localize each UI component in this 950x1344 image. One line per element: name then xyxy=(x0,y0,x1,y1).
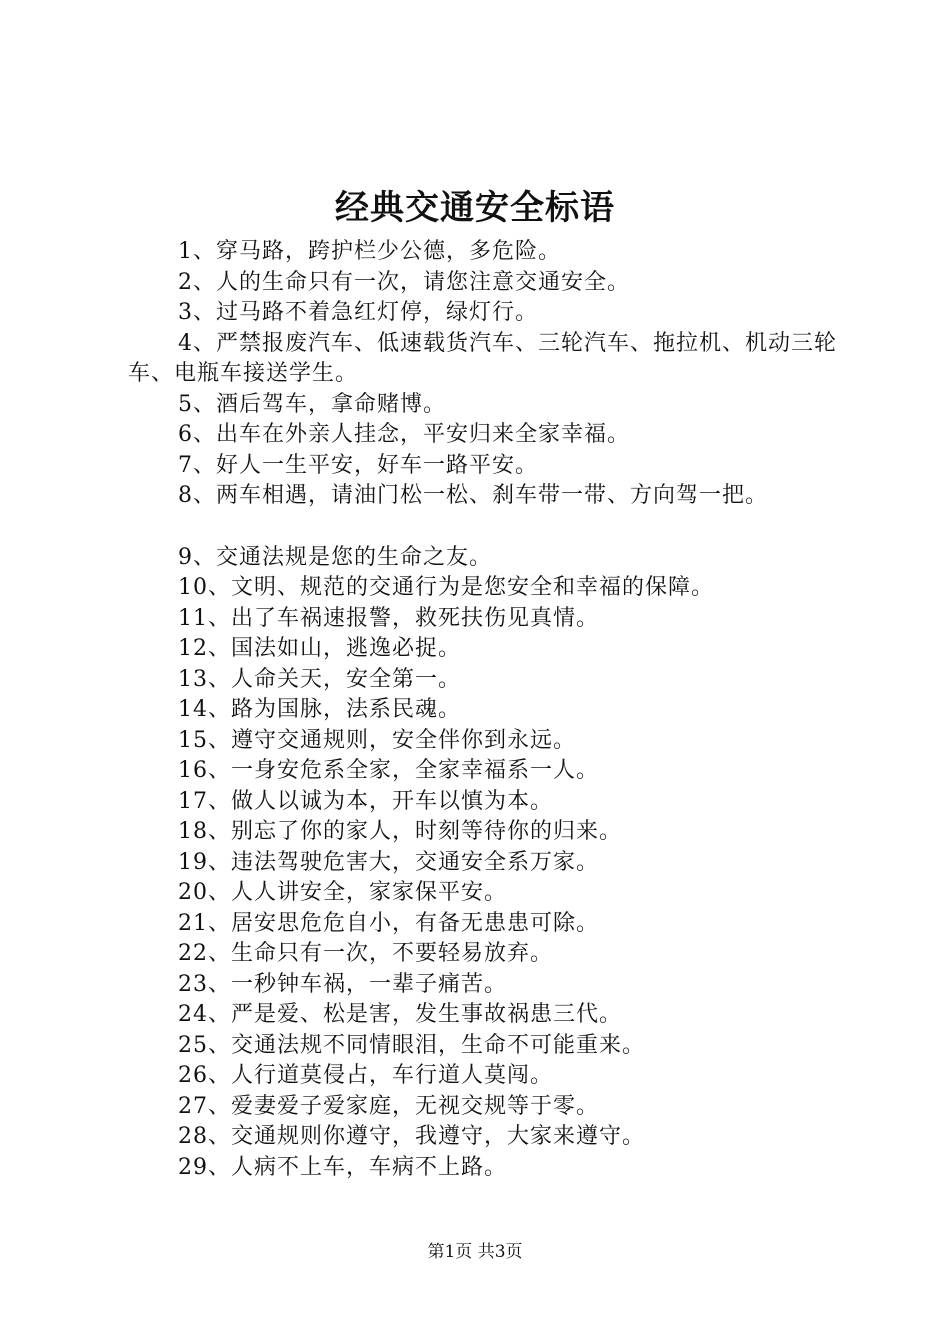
list-item: 6、出车在外亲人挂念，平安归来全家幸福。 xyxy=(178,422,630,447)
list-item: 29、人病不上车，车病不上路。 xyxy=(178,1154,507,1180)
list-item: 7、好人一生平安，好车一路平安。 xyxy=(178,452,538,478)
list-item: 23、一秒钟车祸，一辈子痛苦。 xyxy=(178,971,507,997)
list-item: 5、酒后驾车，拿命赌博。 xyxy=(178,391,446,417)
list-item: 28、交通规则你遵守，我遵守，大家来遵守。 xyxy=(178,1124,645,1149)
list-item: 1、穿马路，跨护栏少公德，多危险。 xyxy=(178,239,561,264)
list-item: 22、生命只有一次，不要轻易放弃。 xyxy=(178,941,553,966)
list-item: 8、两车相遇，请油门松一松、刹车带一带、方向驾一把。 xyxy=(178,483,768,508)
list-item: 15、遵守交通规则，安全伴你到永远。 xyxy=(178,727,576,753)
slogan-list xyxy=(128,237,838,1183)
list-item: 26、人行道莫侵占，车行道人莫闯。 xyxy=(178,1063,553,1088)
list-item: 4、严禁报废汽车、低速载货汽车、三轮汽车、拖拉机、机动三轮车、电瓶车接送学生。 xyxy=(128,330,837,386)
list-item: 27、爱妻爱子爱家庭，无视交规等于零。 xyxy=(178,1093,599,1119)
list-item: 25、交通法规不同情眼泪，生命不可能重来。 xyxy=(178,1032,645,1058)
list-item: 16、一身安危系全家，全家幸福系一人。 xyxy=(178,758,599,783)
list-item: 2、人的生命只有一次，请您注意交通安全。 xyxy=(178,269,630,295)
list-item: 14、路为国脉，法系民魂。 xyxy=(178,697,461,722)
list-item: 21、居安思危危自小，有备无患患可除。 xyxy=(178,910,599,936)
list-item: 3、过马路不着急红灯停，绿灯行。 xyxy=(178,300,538,325)
list-item: 18、别忘了你的家人，时刻等待你的归来。 xyxy=(178,819,622,844)
document-title: 经典交通安全标语 xyxy=(335,188,615,228)
list-item: 9、交通法规是您的生命之友。 xyxy=(178,544,492,570)
list-item: 20、人人讲安全，家家保平安。 xyxy=(178,880,507,905)
list-item: 10、文明、规范的交通行为是您安全和幸福的保障。 xyxy=(178,575,714,600)
list-item: 17、做人以诚为本，开车以慎为本。 xyxy=(178,788,553,814)
list-item: 13、人命关天，安全第一。 xyxy=(178,666,461,692)
list-item: 12、国法如山，逃逸必捉。 xyxy=(178,636,461,661)
page-footer: 第1页 共3页 xyxy=(427,1242,523,1262)
list-item: 19、违法驾驶危害大，交通安全系万家。 xyxy=(178,849,599,875)
list-item: 24、严是爱、松是害，发生事故祸患三代。 xyxy=(178,1002,622,1027)
list-item: 11、出了车祸速报警，救死扶伤见真情。 xyxy=(178,605,599,631)
